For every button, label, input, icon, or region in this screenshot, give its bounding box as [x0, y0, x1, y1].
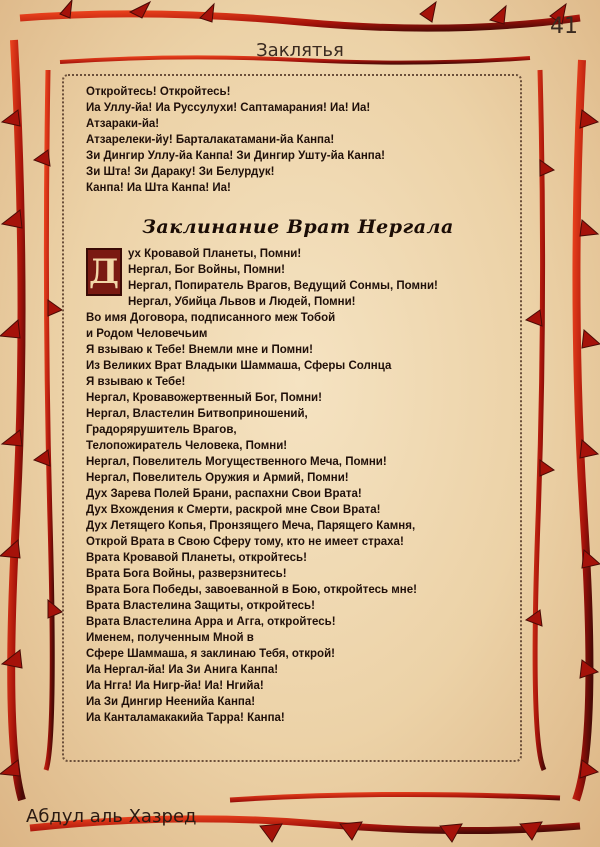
spell-line: Телопожиратель Человека, Помни!: [86, 440, 288, 452]
spell-line: Нергал, Убийца Львов и Людей, Помни!: [128, 296, 356, 308]
spell-line: Градорярушитель Врагов,: [86, 424, 237, 436]
spell-title: Заклинание Врат Нергала: [142, 216, 454, 238]
spell-line: Иа Нгга! Иа Нигр-йа! Иа! Нгийа!: [86, 680, 264, 692]
spell-line: ух Кровавой Планеты, Помни!: [128, 248, 302, 260]
invocation-line: Откройтесь! Откройтесь!: [86, 86, 231, 98]
text-frame: [62, 74, 522, 762]
section-header: Заклятья: [256, 40, 344, 61]
spell-line: Врата Бога Войны, разверзнитесь!: [86, 568, 287, 580]
spell-line: Дух Вхождения к Смерти, раскрой мне Свои Врата!: [86, 504, 381, 516]
spell-line: Дух Зарева Полей Брани, распахни Свои Врата!: [86, 488, 362, 500]
footer-author: Абдул аль Хазред: [26, 806, 197, 827]
spell-line: Сфере Шаммаша, я заклинаю Тебя, открой!: [86, 648, 335, 660]
spell-line: Во имя Договора, подписанного меж Тобой: [86, 312, 336, 324]
invocation-line: Иа Уллу-йа! Иа Руссулухи! Саптамарания! Иа! Иа!: [86, 102, 371, 114]
invocation-line: Атзараки-йа!: [86, 118, 160, 130]
spell-line: Врата Властелина Арра и Агга, откройтесь!: [86, 616, 336, 628]
spell-line: Я взываю к Тебе! Внемли мне и Помни!: [86, 344, 313, 356]
spell-line: Иа Канталамакакийа Тарра! Канпа!: [86, 712, 285, 724]
drop-cap-initial: Д: [86, 248, 122, 296]
spell-line: Из Великих Врат Владыки Шаммаша, Сферы Солнца: [86, 360, 392, 372]
spell-line: Нергал, Властелин Битвоприношений,: [86, 408, 308, 420]
invocation-line: Зи Шта! Зи Даракy! Зи Белурдук!: [86, 166, 275, 178]
spell-line: Нергал, Кровавожертвенный Бог, Помни!: [86, 392, 322, 404]
spell-line: Врата Властелина Защиты, откройтесь!: [86, 600, 315, 612]
spell-line: Именем, полученным Мной в: [86, 632, 254, 644]
invocation-line: Канпа! Иа Шта Канпа! Иа!: [86, 182, 231, 194]
spell-body: [86, 246, 510, 726]
spell-line: Нергал, Повелитель Могущественного Меча, Помни!: [86, 456, 387, 468]
spell-line: и Родом Человечьим: [86, 328, 208, 340]
spell-line: Врата Бога Победы, завоеванной в Бою, откройтесь мне!: [86, 584, 417, 596]
spell-line: Иа Нергал-йа! Иа Зи Анига Канпа!: [86, 664, 279, 676]
spell-line: Дух Летящего Копья, Пронзящего Меча, Парящего Камня,: [86, 520, 416, 532]
spell-line: Я взываю к Тебе!: [86, 376, 186, 388]
spell-line: Нергал, Повелитель Оружия и Армий, Помни!: [86, 472, 349, 484]
invocation-line: Атзарелеки-йу! Барталакатамани-йа Канпа!: [86, 134, 335, 146]
spell-line: Врата Кровавой Планеты, откройтесь!: [86, 552, 307, 564]
spell-line: Нергал, Попиратель Врагов, Ведущий Сонмы, Помни!: [128, 280, 438, 292]
spell-line: Открой Врата в Свою Сферу тому, кто не имеет страха!: [86, 536, 404, 548]
spell-line: Иа Зи Дингир Неенийа Канпа!: [86, 696, 256, 708]
page-number: 41: [550, 14, 578, 39]
spell-line: Нергал, Бог Войны, Помни!: [128, 264, 285, 276]
invocation-line: Зи Дингир Уллу-йа Канпа! Зи Дингир Ушту-йа Канпа!: [86, 150, 385, 162]
invocation-block: [86, 84, 510, 196]
